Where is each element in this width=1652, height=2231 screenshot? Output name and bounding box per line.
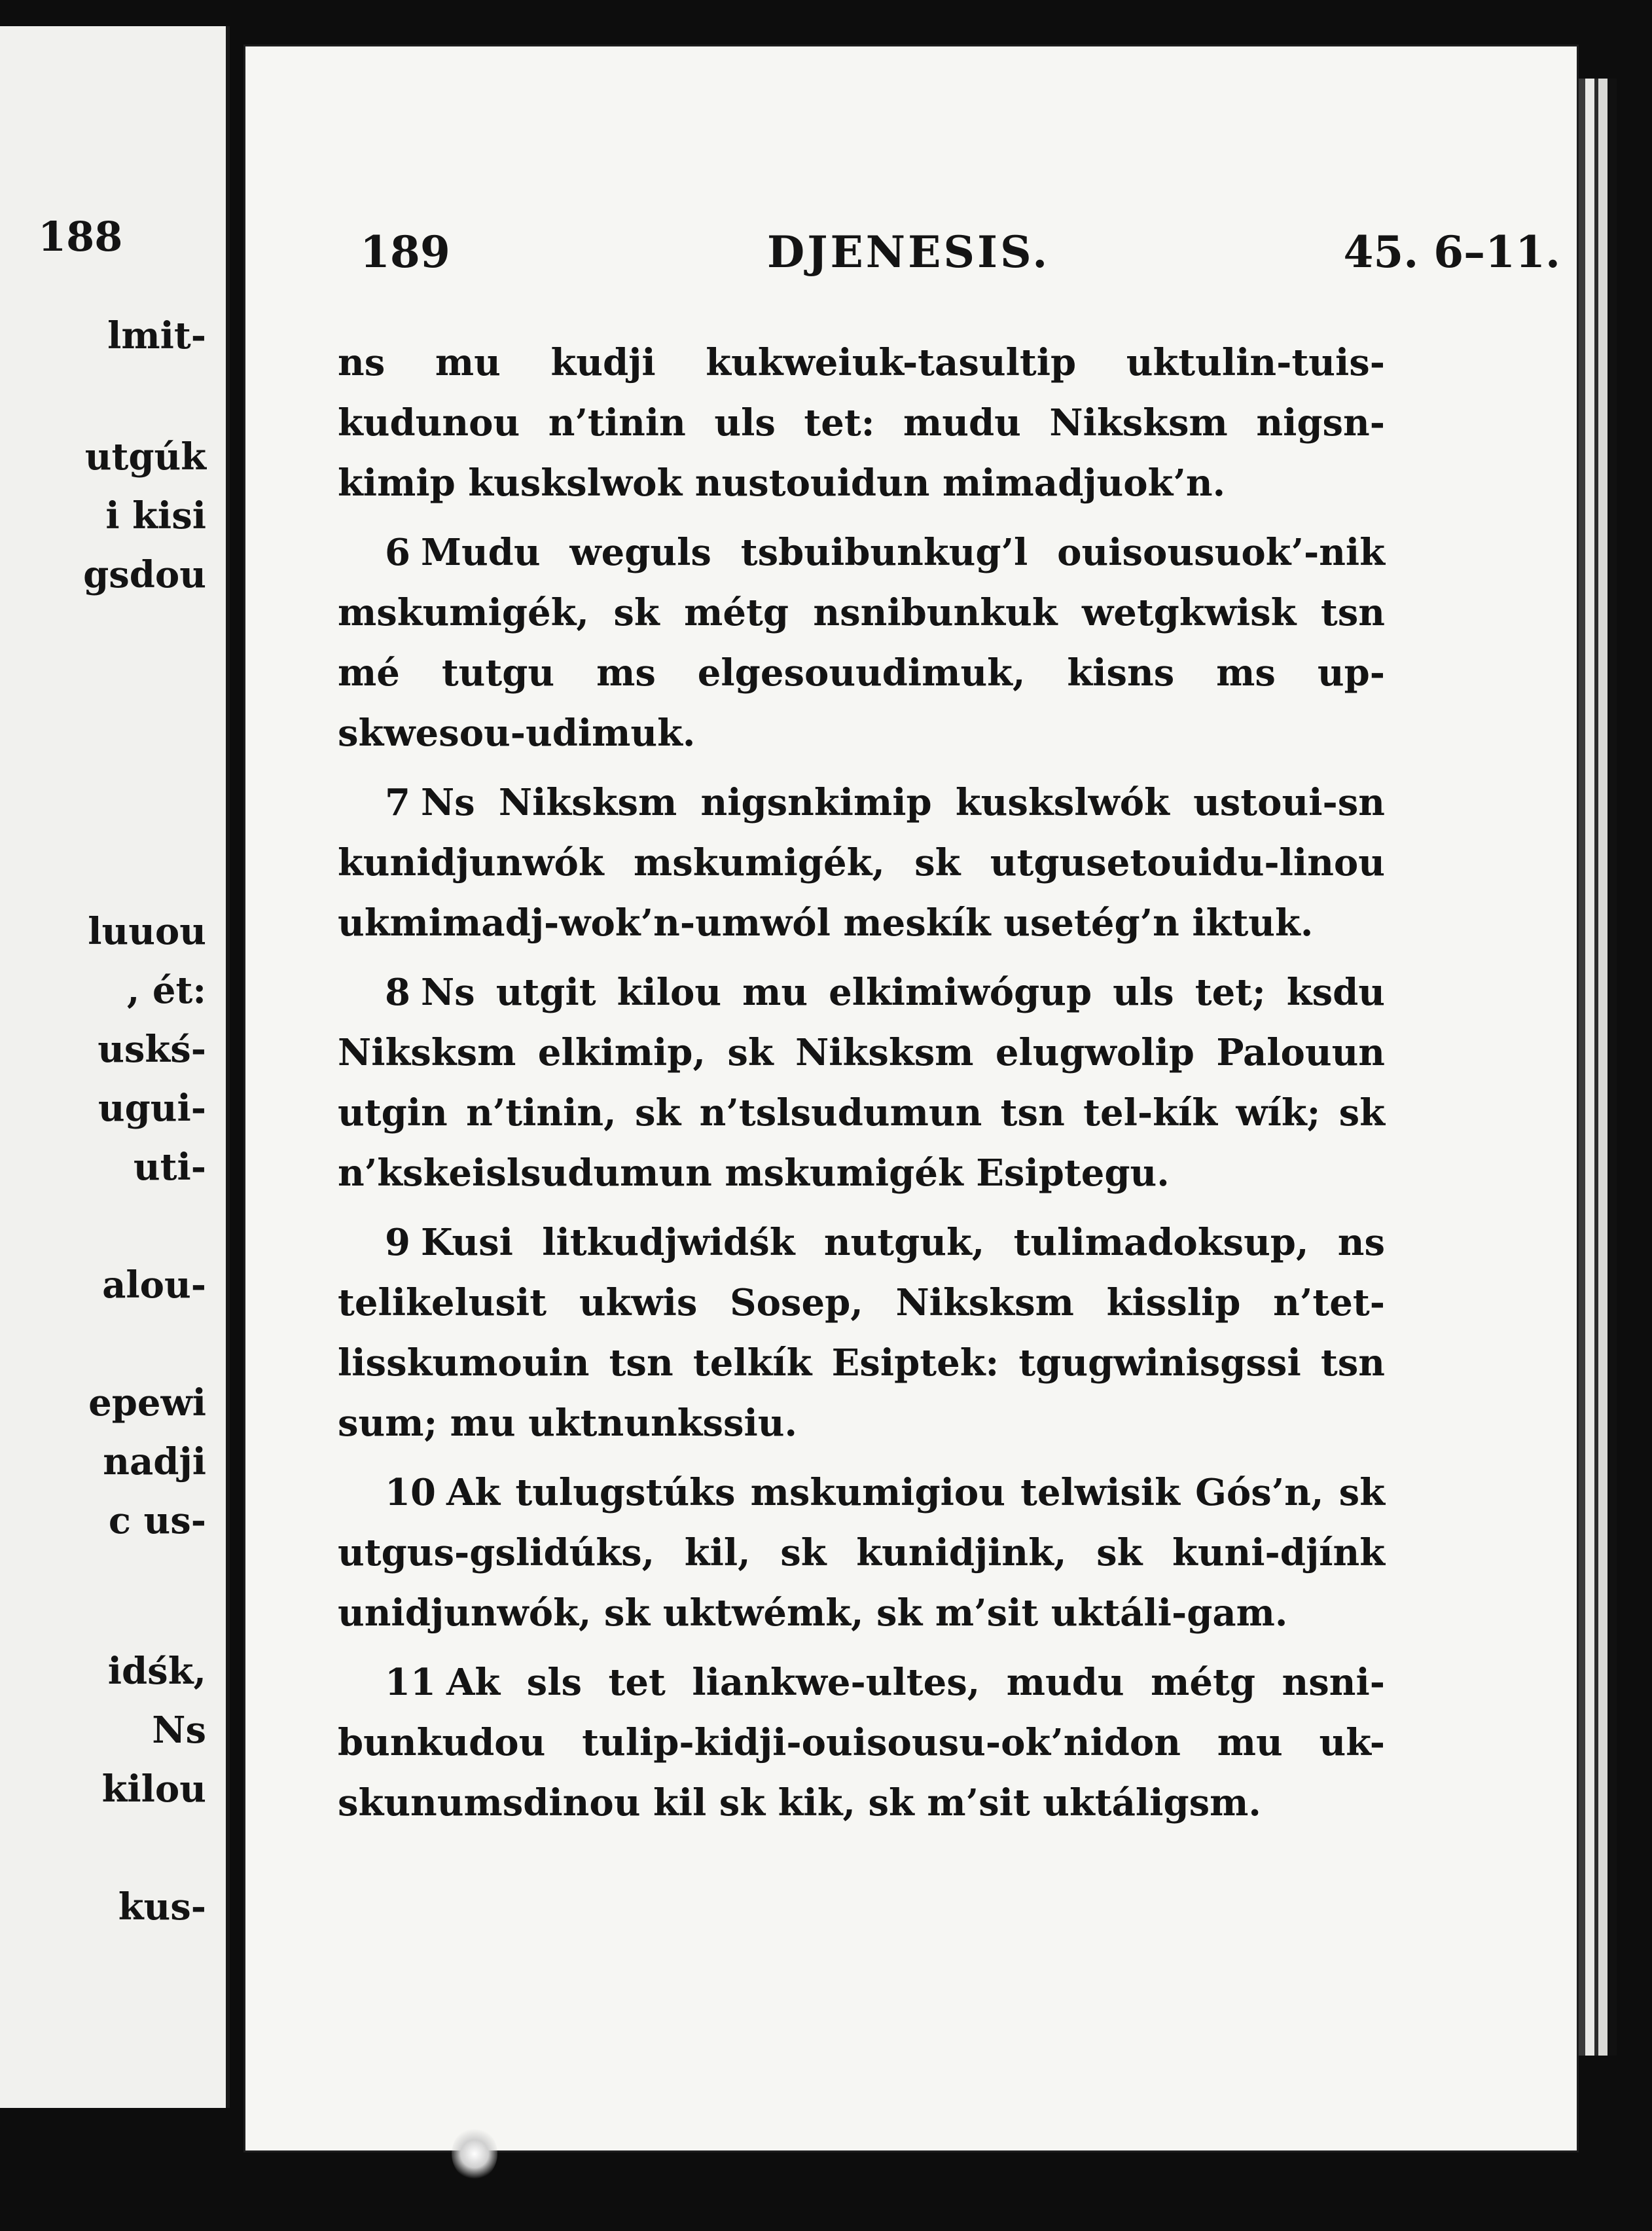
verse-text: Kusi litkudjwidśk nutguk, tulimadoksup, ns telikelusit ukwis Sosep, Niksksm kisslip n’tet-lisskumouin tsn telkík Esiptek: tgugwinisgssi tsn sum; mu uktnunkssiu. [338, 1221, 1385, 1445]
verse-paragraph [338, 522, 1385, 763]
verse-text: Ns Niksksm nigsnkimip kuskslwók ustoui-sn kunidjunwók mskumigék, sk utgusetouidu-linou ukmimadj-wok’n-umwól meskík usetég’n iktuk. [338, 781, 1385, 945]
left-page-line: uti- [133, 1146, 206, 1189]
left-page-line: c us- [108, 1499, 206, 1542]
verse-text: Ak sls tet liankwe-ultes, mudu métg nsni-bunkudou tulip-kidji-ouisousu-ok’nidon mu uk-skunumsdinou kil sk kik, sk m’sit uktáligsm. [338, 1661, 1385, 1824]
left-page-line: i kisi [105, 494, 206, 537]
running-header [243, 227, 1579, 285]
left-page-line: ugui- [98, 1087, 206, 1130]
verse-number: 7 [385, 781, 410, 824]
page-body [338, 333, 1385, 1842]
left-page-line: , ét: [126, 969, 206, 1012]
book-page [243, 45, 1579, 2152]
verse-number: 8 [385, 971, 410, 1014]
verse-paragraph [338, 1462, 1385, 1643]
chapter-verse-reference: 45. 6–11. [1343, 227, 1560, 278]
paragraph-continuation [338, 333, 1385, 513]
page-stack-edge [1579, 79, 1617, 2056]
verse-paragraph [338, 772, 1385, 953]
left-page-line: alou- [102, 1263, 206, 1307]
left-page-line: luuou [88, 910, 206, 953]
verse-paragraph [338, 962, 1385, 1203]
left-page-line: lmit- [107, 314, 206, 357]
verse-text: Ns utgit kilou mu elkimiwógup uls tet; ksdu Niksksm elkimip, sk Niksksm elugwolip Palouun utgin n’tinin, sk n’tslsudumun tsn tel-kík wík; sk n’kskeislsudumun mskumigék Esiptegu. [338, 971, 1385, 1195]
left-page-line: Ns [152, 1709, 206, 1752]
page-number: 189 [360, 227, 450, 278]
left-page [0, 26, 230, 2108]
verse-number: 9 [385, 1221, 410, 1264]
verse-paragraph [338, 1652, 1385, 1833]
left-page-line: kus- [118, 1885, 206, 1929]
left-page-line: utgúk [84, 435, 206, 479]
left-page-line: kilou [101, 1768, 206, 1811]
light-speck [452, 2128, 497, 2180]
left-page-number: 188 [38, 213, 123, 261]
verse-paragraph [338, 1212, 1385, 1453]
verse-number: 11 [385, 1661, 436, 1704]
verse-number: 6 [385, 531, 410, 574]
left-page-line: nadji [103, 1440, 206, 1483]
left-page-line: epewi [88, 1381, 206, 1424]
left-page-line: gsdou [83, 553, 206, 596]
left-page-line: uskś- [98, 1028, 206, 1071]
verse-text: Ak tulugstúks mskumigiou telwisik Gós’n, sk utgus-gslidúks, kil, sk kunidjink, sk kuni-djínk unidjunwók, sk uktwémk, sk m’sit uktáli-gam. [338, 1471, 1385, 1635]
paragraph-text: ns mu kudji kukweiuk-tasultip uktulin-tuis-kudunou n’tinin uls tet: mudu Niksksm nigsn-kimip kuskslwok nustouidun mimadjuok’n. [338, 341, 1385, 505]
page-title: DJENESIS. [767, 227, 1050, 278]
left-page-line: idśk, [107, 1650, 206, 1693]
verse-number: 10 [385, 1471, 436, 1514]
verse-text: Mudu weguls tsbuibunkug’l ouisousuok’-nik mskumigék, sk métg nsnibunkuk wetgkwisk tsn mé tutgu ms elgesouudimuk, kisns ms up-skwesou-udimuk. [338, 531, 1385, 755]
